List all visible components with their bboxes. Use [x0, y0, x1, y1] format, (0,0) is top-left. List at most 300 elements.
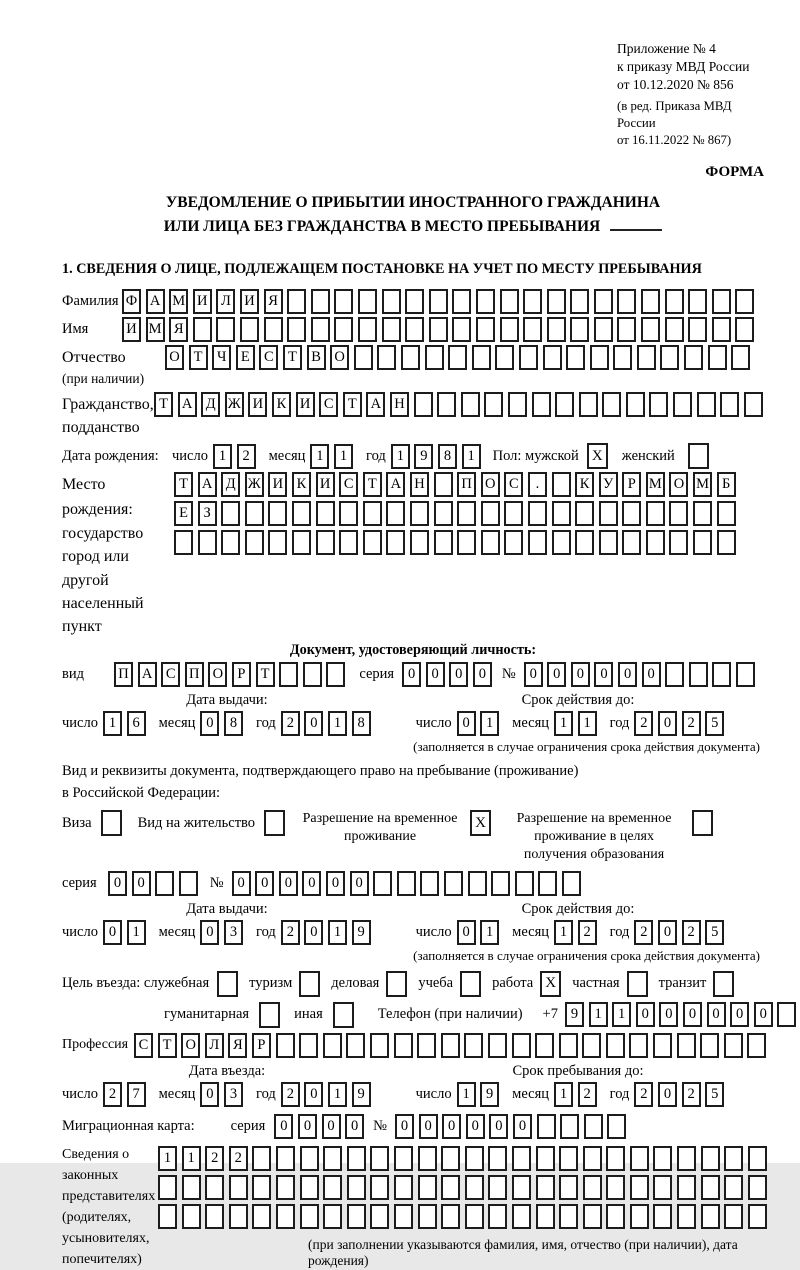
char-cell: [693, 530, 712, 555]
sex-female-label: женский: [621, 447, 675, 464]
char-cell: [748, 1204, 767, 1229]
char-cell: 0: [304, 711, 323, 736]
char-cell: [536, 1146, 555, 1171]
surname-cells: [122, 289, 754, 314]
char-cell: 2: [205, 1146, 224, 1171]
char-cell: 0: [658, 711, 677, 736]
temporary-residence-option: Разрешение на временное проживание X: [299, 810, 491, 846]
char-cell: [677, 1175, 696, 1200]
migration-number-cells: [395, 1114, 626, 1139]
char-cell: 0: [618, 662, 637, 687]
char-cell: [547, 289, 566, 314]
char-cell: [323, 1033, 342, 1058]
char-cell: Д: [221, 472, 240, 497]
char-cell: [394, 1175, 413, 1200]
blank-line: [610, 217, 662, 231]
char-cell: [717, 501, 736, 526]
char-cell: [488, 1175, 507, 1200]
valid-date-group: число 0 1 месяц 1 1 год 2 0 2 5: [416, 711, 725, 736]
issue-date-group: число 1 6 месяц 0 8 год 2 0 1 8: [62, 711, 371, 736]
char-cell: 2: [103, 1082, 122, 1107]
char-cell: 1: [391, 444, 410, 469]
doc-number-cells: [524, 662, 755, 687]
birth-place-row-3: [174, 530, 736, 555]
char-cell: [397, 871, 416, 896]
char-cell: [583, 1204, 602, 1229]
char-cell: [420, 871, 439, 896]
char-cell: 9: [565, 1002, 584, 1027]
residence-valid-year-cells: [634, 920, 724, 945]
char-cell: 8: [224, 711, 243, 736]
char-cell: [240, 317, 259, 342]
char-cell: [617, 317, 636, 342]
char-cell: 0: [473, 662, 492, 687]
char-cell: Н: [390, 392, 409, 417]
char-cell: [465, 1204, 484, 1229]
visa-checkbox: [101, 810, 122, 836]
char-cell: 0: [200, 920, 219, 945]
char-cell: 0: [547, 662, 566, 687]
char-cell: 9: [414, 444, 433, 469]
doc-series-label: серия: [359, 666, 395, 683]
char-cell: И: [268, 472, 287, 497]
purpose-transit-checkbox: [713, 971, 734, 997]
char-cell: [630, 1204, 649, 1229]
issue-date-heading: Дата выдачи:: [186, 692, 268, 709]
char-cell: [457, 530, 476, 555]
entry-year-cells: [281, 1082, 371, 1107]
char-cell: [245, 530, 264, 555]
purpose-humanitarian-checkbox: [259, 1002, 280, 1028]
char-cell: 0: [322, 1114, 341, 1139]
char-cell: [484, 392, 503, 417]
char-cell: [452, 289, 471, 314]
year-label: год: [366, 447, 386, 464]
stay-until-date-group: число 1 9 месяц 1 2 год 2 0 2 5: [416, 1082, 725, 1107]
char-cell: Ж: [245, 472, 264, 497]
purpose-option-study: учеба: [418, 971, 481, 997]
char-cell: [300, 1204, 319, 1229]
purpose-option-business: деловая: [331, 971, 407, 997]
char-cell: Е: [236, 345, 255, 370]
citizenship-cells: [154, 392, 763, 417]
amend-line: от 16.11.2022 № 867): [617, 132, 732, 147]
char-cell: С: [161, 662, 180, 687]
char-cell: О: [181, 1033, 200, 1058]
regulation-reference: [617, 40, 764, 148]
char-cell: 2: [578, 1082, 597, 1107]
char-cell: [684, 345, 703, 370]
char-cell: 0: [426, 662, 445, 687]
char-cell: [594, 289, 613, 314]
purpose-label: Цель въезда: служебная: [62, 975, 210, 992]
char-cell: 1: [182, 1146, 201, 1171]
char-cell: 2: [281, 1082, 300, 1107]
char-cell: М: [146, 317, 165, 342]
char-cell: 1: [457, 1082, 476, 1107]
char-cell: 7: [127, 1082, 146, 1107]
birth-place-label: Место рождения: государство город или другой населенный пункт: [62, 476, 144, 635]
char-cell: [536, 1204, 555, 1229]
char-cell: [323, 1175, 342, 1200]
char-cell: С: [259, 345, 278, 370]
char-cell: А: [366, 392, 385, 417]
char-cell: [575, 530, 594, 555]
education-residence-option: Разрешение на временное проживание в целях получения образования: [505, 810, 713, 865]
section-1-heading: 1. СВЕДЕНИЯ О ЛИЦЕ, ПОДЛЕЖАЩЕМ ПОСТАНОВКЕ НА УЧЕТ ПО МЕСТУ ПРЕБЫВАНИЯ: [62, 261, 702, 278]
char-cell: 1: [310, 444, 329, 469]
residence-doc-date-headings: Дата выдачи: Срок действия до:: [186, 900, 635, 917]
char-cell: [264, 317, 283, 342]
char-cell: 1: [589, 1002, 608, 1027]
char-cell: [216, 317, 235, 342]
birth-place-block: [62, 472, 764, 638]
char-cell: В: [307, 345, 326, 370]
char-cell: П: [457, 472, 476, 497]
char-cell: С: [504, 472, 523, 497]
phone-cells: [565, 1002, 796, 1027]
birth-place-row-2: [174, 501, 736, 526]
char-cell: [528, 501, 547, 526]
char-cell: [583, 1146, 602, 1171]
char-cell: 0: [200, 711, 219, 736]
char-cell: 0: [108, 871, 127, 896]
char-cell: И: [193, 289, 212, 314]
char-cell: 0: [402, 662, 421, 687]
char-cell: Б: [717, 472, 736, 497]
migration-card-row: [62, 1114, 764, 1139]
char-cell: 1: [127, 920, 146, 945]
char-cell: [158, 1175, 177, 1200]
identity-doc-footnote: (заполняется в случае ограничения срока действия документа): [413, 739, 760, 755]
char-cell: [731, 345, 750, 370]
visit-purpose-row-1: [62, 971, 764, 997]
char-cell: [292, 501, 311, 526]
char-cell: Т: [154, 392, 173, 417]
char-cell: И: [240, 289, 259, 314]
char-cell: [712, 317, 731, 342]
char-cell: Я: [169, 317, 188, 342]
char-cell: [268, 501, 287, 526]
doc-type-label: вид: [62, 666, 84, 683]
char-cell: [515, 871, 534, 896]
char-cell: 1: [334, 444, 353, 469]
char-cell: 0: [489, 1114, 508, 1139]
char-cell: [405, 289, 424, 314]
char-cell: [559, 1033, 578, 1058]
char-cell: 1: [328, 920, 347, 945]
char-cell: 1: [462, 444, 481, 469]
char-cell: К: [272, 392, 291, 417]
char-cell: [452, 317, 471, 342]
char-cell: [536, 1175, 555, 1200]
char-cell: [334, 317, 353, 342]
residence-valid-day-cells: [457, 920, 500, 945]
char-cell: [613, 345, 632, 370]
char-cell: К: [575, 472, 594, 497]
char-cell: [316, 501, 335, 526]
sex-male-checkbox: X: [587, 443, 608, 469]
char-cell: 1: [480, 920, 499, 945]
char-cell: Т: [343, 392, 362, 417]
purpose-tourism-checkbox: [299, 971, 320, 997]
char-cell: [562, 871, 581, 896]
char-cell: [606, 1204, 625, 1229]
char-cell: 5: [705, 711, 724, 736]
amendment-reference: [617, 98, 764, 148]
char-cell: [617, 289, 636, 314]
char-cell: С: [319, 392, 338, 417]
char-cell: [468, 871, 487, 896]
residence-doc-series-row: [62, 871, 764, 896]
char-cell: [300, 1175, 319, 1200]
char-cell: [552, 501, 571, 526]
char-cell: [653, 1033, 672, 1058]
char-cell: 2: [634, 711, 653, 736]
patronymic-cells: [165, 345, 750, 370]
char-cell: [434, 472, 453, 497]
identity-doc-date-headings: [62, 692, 764, 709]
stay-day-cells: [457, 1082, 500, 1107]
form-label: ФОРМА: [705, 164, 764, 181]
char-cell: [472, 345, 491, 370]
char-cell: [158, 1204, 177, 1229]
char-cell: 1: [158, 1146, 177, 1171]
char-cell: 3: [224, 920, 243, 945]
char-cell: [701, 1204, 720, 1229]
char-cell: Р: [622, 472, 641, 497]
char-cell: [669, 501, 688, 526]
char-cell: [276, 1204, 295, 1229]
char-cell: 0: [449, 662, 468, 687]
char-cell: [570, 289, 589, 314]
char-cell: 0: [298, 1114, 317, 1139]
char-cell: [649, 392, 668, 417]
char-cell: [465, 1146, 484, 1171]
char-cell: 0: [255, 871, 274, 896]
char-cell: [637, 345, 656, 370]
char-cell: [629, 1033, 648, 1058]
char-cell: [268, 530, 287, 555]
char-cell: О: [481, 472, 500, 497]
char-cell: 1: [213, 444, 232, 469]
char-cell: [552, 530, 571, 555]
char-cell: [339, 530, 358, 555]
char-cell: Н: [410, 472, 429, 497]
residence-number-cells: [232, 871, 581, 896]
representatives-block: [62, 1144, 764, 1270]
char-cell: [641, 289, 660, 314]
char-cell: [461, 392, 480, 417]
char-cell: [584, 1114, 603, 1139]
char-cell: М: [646, 472, 665, 497]
char-cell: [434, 530, 453, 555]
char-cell: [441, 1204, 460, 1229]
char-cell: 3: [224, 1082, 243, 1107]
char-cell: 0: [658, 920, 677, 945]
char-cell: 2: [237, 444, 256, 469]
residence-valid-month-cells: [554, 920, 597, 945]
char-cell: Я: [264, 289, 283, 314]
char-cell: 0: [350, 871, 369, 896]
char-cell: [512, 1033, 531, 1058]
char-cell: 5: [705, 920, 724, 945]
purpose-work-checkbox: X: [540, 971, 561, 997]
char-cell: [382, 317, 401, 342]
phone-label: Телефон (при наличии): [377, 1006, 523, 1023]
char-cell: [429, 289, 448, 314]
char-cell: [229, 1204, 248, 1229]
char-cell: [523, 289, 542, 314]
entry-dates: [62, 1082, 764, 1107]
char-cell: [582, 1033, 601, 1058]
title-line-1: УВЕДОМЛЕНИЕ О ПРИБЫТИИ ИНОСТРАННОГО ГРАЖДАНИНА: [165, 194, 661, 212]
char-cell: 1: [328, 711, 347, 736]
representatives-row-3: [158, 1204, 767, 1229]
char-cell: 0: [457, 920, 476, 945]
char-cell: [677, 1204, 696, 1229]
representatives-cells: [158, 1144, 767, 1269]
entry-month-cells: [200, 1082, 243, 1107]
char-cell: [229, 1175, 248, 1200]
char-cell: [418, 1175, 437, 1200]
doc-number-label: №: [501, 666, 516, 683]
migration-number-label: №: [373, 1117, 387, 1134]
char-cell: [418, 1204, 437, 1229]
char-cell: 0: [274, 1114, 293, 1139]
representatives-label: Сведения о законных представителях (родителях, усыновителях, попечителях): [62, 1146, 156, 1267]
char-cell: [538, 871, 557, 896]
char-cell: [590, 345, 609, 370]
char-cell: [504, 530, 523, 555]
char-cell: [252, 1146, 271, 1171]
char-cell: 8: [352, 711, 371, 736]
char-cell: О: [165, 345, 184, 370]
char-cell: [701, 1175, 720, 1200]
education-residence-checkbox: [692, 810, 713, 836]
char-cell: [606, 1146, 625, 1171]
char-cell: И: [316, 472, 335, 497]
char-cell: [292, 530, 311, 555]
char-cell: А: [386, 472, 405, 497]
birth-date-label: Дата рождения:: [62, 447, 159, 464]
char-cell: [575, 501, 594, 526]
char-cell: [646, 530, 665, 555]
residence-issue-date-group: число 0 1 месяц 0 3 год 2 0 1 9: [62, 920, 371, 945]
char-cell: 9: [480, 1082, 499, 1107]
char-cell: 0: [636, 1002, 655, 1027]
issue-day-cells: [103, 711, 146, 736]
char-cell: 0: [730, 1002, 749, 1027]
char-cell: [744, 392, 763, 417]
char-cell: [481, 530, 500, 555]
char-cell: [559, 1146, 578, 1171]
migration-card-label: Миграционная карта:: [62, 1117, 195, 1134]
char-cell: 0: [395, 1114, 414, 1139]
residence-doc-footnote: (заполняется в случае ограничения срока действия документа): [413, 947, 760, 963]
char-cell: [457, 501, 476, 526]
doc-series-cells: [402, 662, 492, 687]
char-cell: [735, 289, 754, 314]
char-cell: 0: [466, 1114, 485, 1139]
char-cell: [205, 1204, 224, 1229]
char-cell: Р: [252, 1033, 271, 1058]
char-cell: [382, 289, 401, 314]
char-cell: [386, 501, 405, 526]
char-cell: [276, 1146, 295, 1171]
char-cell: 0: [683, 1002, 702, 1027]
char-cell: 1: [328, 1082, 347, 1107]
char-cell: Р: [232, 662, 251, 687]
char-cell: У: [599, 472, 618, 497]
char-cell: [622, 501, 641, 526]
char-cell: [410, 501, 429, 526]
char-cell: [334, 289, 353, 314]
char-cell: [279, 662, 298, 687]
char-cell: 2: [229, 1146, 248, 1171]
char-cell: П: [114, 662, 133, 687]
char-cell: О: [669, 472, 688, 497]
valid-until-heading: Срок действия до:: [521, 692, 635, 709]
char-cell: 8: [438, 444, 457, 469]
birth-month-cells: [310, 444, 353, 469]
char-cell: [354, 345, 373, 370]
char-cell: [626, 392, 645, 417]
char-cell: [570, 317, 589, 342]
char-cell: [221, 501, 240, 526]
char-cell: [495, 345, 514, 370]
issue-year-cells: [281, 711, 371, 736]
char-cell: [606, 1033, 625, 1058]
char-cell: [560, 1114, 579, 1139]
char-cell: [688, 289, 707, 314]
char-cell: [441, 1175, 460, 1200]
char-cell: [394, 1033, 413, 1058]
char-cell: [735, 317, 754, 342]
char-cell: [425, 345, 444, 370]
char-cell: А: [146, 289, 165, 314]
given-name-row: [62, 317, 764, 342]
char-cell: [665, 289, 684, 314]
char-cell: 2: [634, 1082, 653, 1107]
purpose-option-private: частная: [572, 971, 647, 997]
residence-permit-option: Вид на жительство: [138, 810, 285, 836]
char-cell: [777, 1002, 796, 1027]
patronymic-note: (при наличии): [62, 371, 145, 387]
month-label: месяц: [268, 447, 306, 464]
given-name-label: Имя: [62, 321, 89, 338]
char-cell: И: [122, 317, 141, 342]
char-cell: [193, 317, 212, 342]
surname-row: [62, 289, 764, 314]
char-cell: [358, 317, 377, 342]
char-cell: 0: [594, 662, 613, 687]
char-cell: Л: [216, 289, 235, 314]
char-cell: [299, 1033, 318, 1058]
char-cell: О: [208, 662, 227, 687]
purpose-business-checkbox: [386, 971, 407, 997]
birth-year-cells: [391, 444, 481, 469]
char-cell: [429, 317, 448, 342]
char-cell: Е: [174, 501, 193, 526]
char-cell: [630, 1146, 649, 1171]
patronymic-row: [62, 345, 764, 388]
char-cell: [323, 1146, 342, 1171]
issue-month-cells: [200, 711, 243, 736]
purpose-study-checkbox: [460, 971, 481, 997]
char-cell: С: [134, 1033, 153, 1058]
char-cell: [653, 1146, 672, 1171]
